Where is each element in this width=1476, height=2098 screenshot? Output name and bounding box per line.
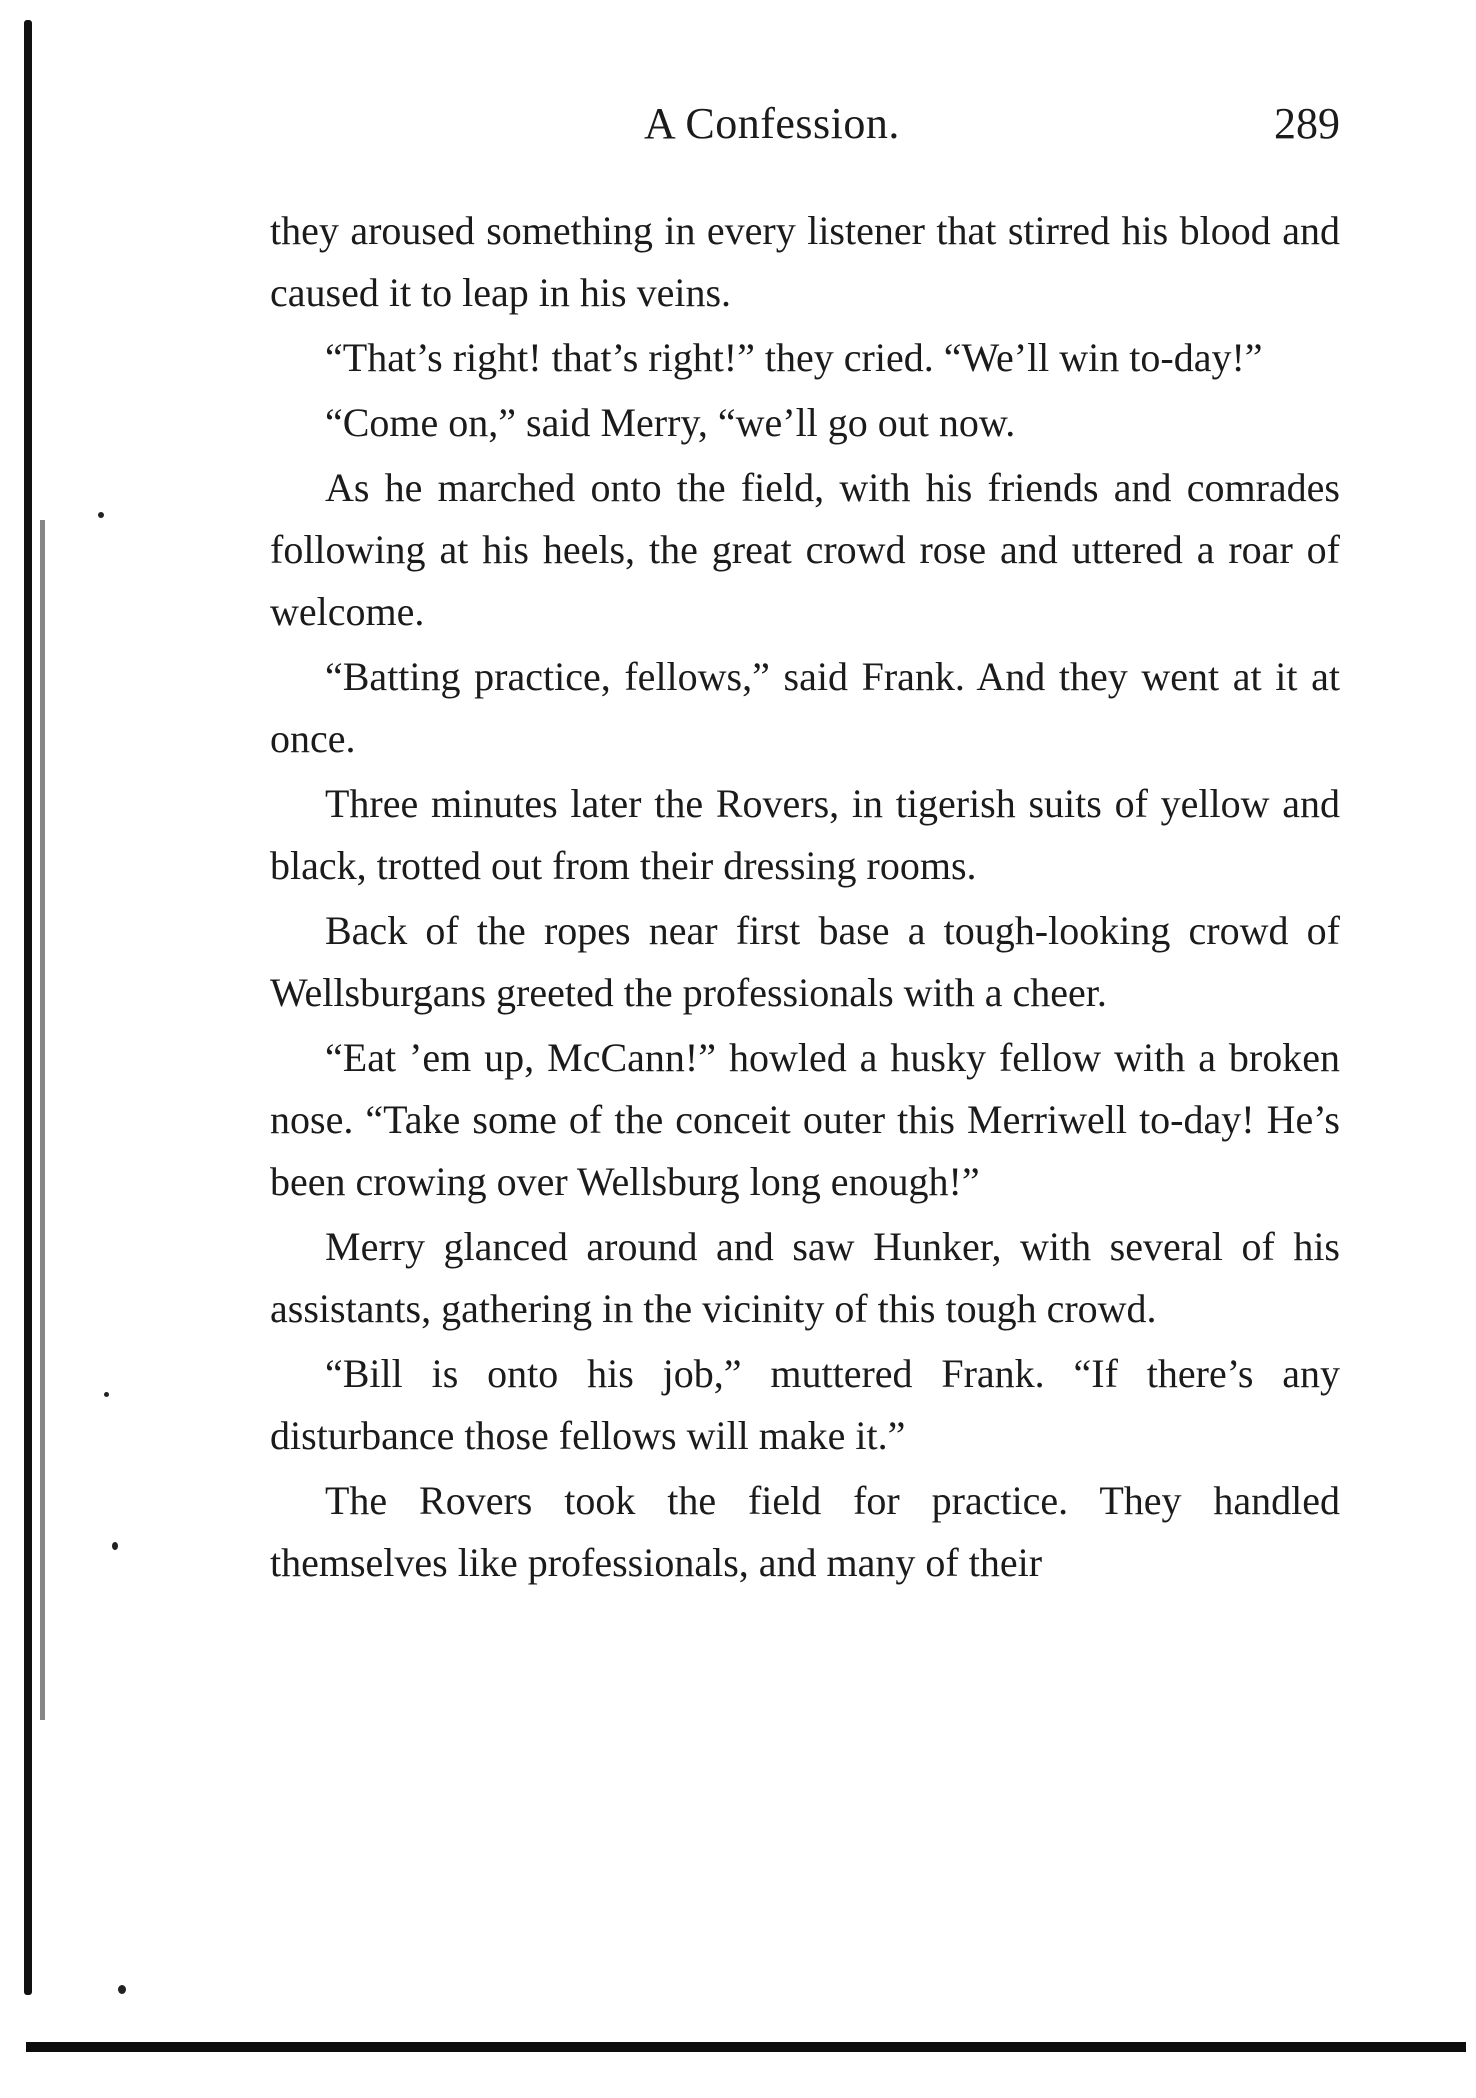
paragraph: “That’s right! that’s right!” they cried. “We’ll win to-day!” [325,335,1263,380]
page-edge-shadow [24,20,32,1995]
chapter-title: A Confession. [644,99,900,148]
scan-speck [104,1392,109,1397]
scan-speck [112,1542,118,1550]
page-number: 289 [1274,99,1340,148]
paragraph: they aroused something in every listener that stirred his blood and caused it to leap in his veins. [270,208,1340,315]
paragraph: Merry glanced around and saw Hunker, with several of his assistants, gathering in the vicinity of this tough crowd. [270,1224,1340,1331]
scan-speck [98,512,104,518]
paragraph: As he marched onto the field, with his friends and comrades following at his heels, the great crowd rose and uttered a roar of welcome. [270,465,1340,634]
page-edge-shadow-inner [40,520,45,1720]
paragraph: Three minutes later the Rovers, in tigerish suits of yellow and black, trotted out from their dressing rooms. [270,781,1340,888]
bottom-rule [26,2042,1466,2052]
running-head [270,98,1340,158]
paragraph: “Eat ’em up, McCann!” howled a husky fellow with a broken nose. “Take some of the conceit outer this Merriwell to-day! He’s been crowing over Wellsburg long enough!” [270,1035,1340,1204]
paragraph: “Bill is onto his job,” muttered Frank. “If there’s any disturbance those fellows will make it.” [270,1351,1340,1458]
paragraph: “Batting practice, fellows,” said Frank. And they went at it at once. [270,654,1340,761]
scan-speck [118,1985,126,1994]
paragraph: The Rovers took the field for practice. They handled themselves like professionals, and many of their [270,1478,1340,1585]
paragraph: Back of the ropes near first base a tough-looking crowd of Wellsburgans greeted the professionals with a cheer. [270,908,1340,1015]
body-text [270,200,1340,1597]
paragraph: “Come on,” said Merry, “we’ll go out now. [325,400,1016,445]
